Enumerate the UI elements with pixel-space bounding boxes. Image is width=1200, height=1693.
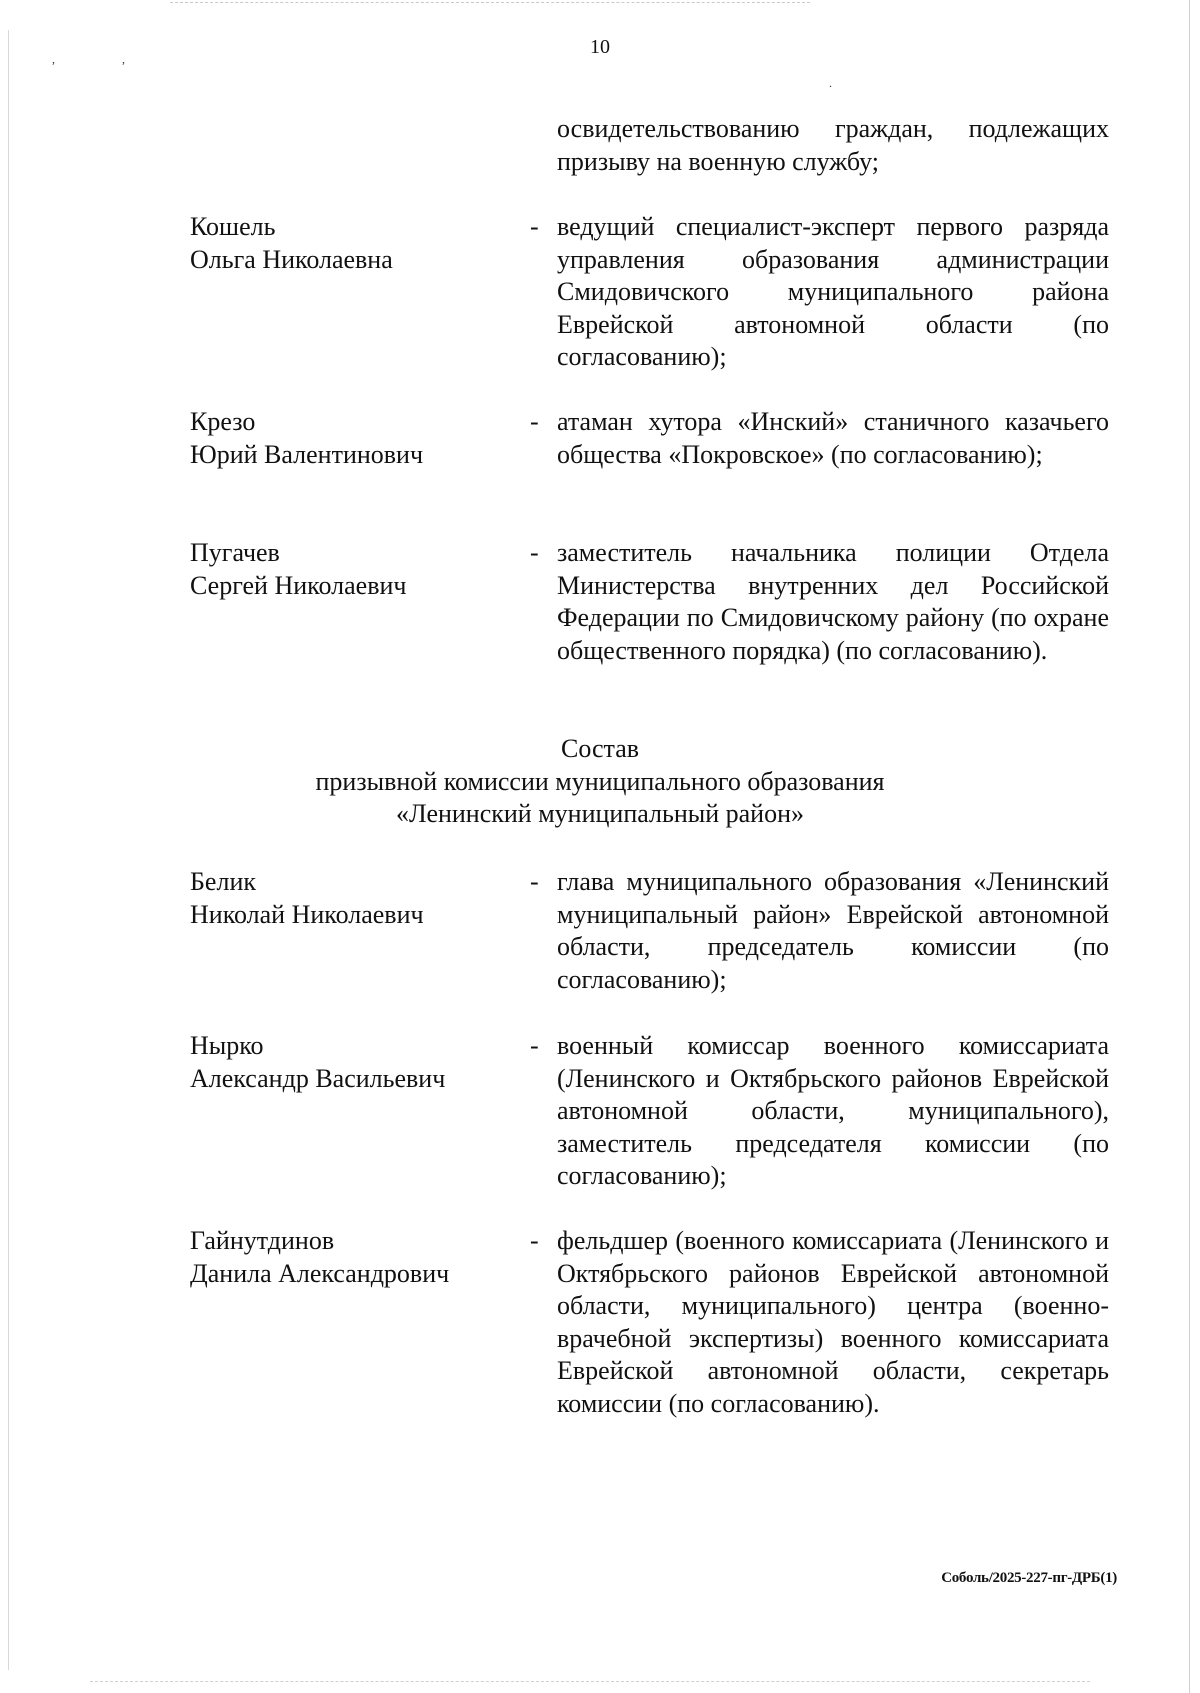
member-given-names: Николай Николаевич [190, 899, 424, 929]
section-heading-title: Состав [560, 734, 640, 763]
entry-dash: - [530, 1031, 539, 1060]
member-surname: Гайнутдинов [190, 1226, 335, 1255]
section-heading-district: «Ленинский муниципальный район» [395, 799, 805, 828]
member-name [190, 537, 520, 602]
member-given-names: Данила Александрович [190, 1258, 450, 1288]
member-name [190, 1225, 520, 1290]
member-given-names: Юрий Валентинович [190, 439, 424, 469]
member-surname: Белик [190, 867, 256, 896]
member-given-names: Ольга Николаевна [190, 244, 393, 274]
member-position: глава муниципального образования «Ленинский муниципальный район» Еврейской автономной области, председатель комиссии (по согласованию); [557, 867, 1109, 994]
member-name [190, 1030, 520, 1095]
entry-dash: - [530, 1226, 539, 1255]
scan-speck: , [52, 52, 55, 66]
scan-border-top [170, 2, 810, 4]
member-name [190, 406, 520, 471]
member-given-names: Сергей Николаевич [190, 570, 407, 600]
entry-dash: - [530, 212, 539, 241]
scan-speck: . [829, 76, 832, 90]
section-heading [0, 733, 1200, 831]
member-position: заместитель начальника полиции Отдела Министерства внутренних дел Российской Федерации по Смидовичскому району (по охране общественного порядка) (по согласованию). [557, 538, 1109, 665]
member-position: ведущий специалист-эксперт первого разряда управления образования администрации Смидовичского муниципального района Еврейской автономной области (по согласованию); [557, 212, 1109, 371]
continuation-text: освидетельствованию граждан, подлежащих призыву на военную службу; [557, 114, 1109, 176]
member-name [190, 866, 520, 931]
scan-speck: , [122, 52, 125, 66]
member-surname: Кошель [190, 212, 276, 241]
scan-border-bottom [90, 1681, 1090, 1683]
entry-dash: - [530, 867, 539, 896]
page-number: 10 [590, 36, 610, 58]
document-code: Соболь/2025-227-пг-ДРБ(1) [941, 1570, 1117, 1586]
scan-border-right [1189, 0, 1190, 1693]
member-given-names: Александр Васильевич [190, 1063, 446, 1093]
member-position: фельдшер (военного комиссариата (Ленинского и Октябрьского районов Еврейской автономной области, муниципального) центра (военно-врачебной экспертизы) военного комиссариата Еврейской автономной области, секретарь комиссии (по согласованию). [557, 1226, 1109, 1418]
entry-dash: - [530, 407, 539, 436]
member-position: военный комиссар военного комиссариата (Ленинского и Октябрьского районов Еврейской автономной области, муниципального), заместитель председателя комиссии (по согласованию); [557, 1031, 1109, 1190]
member-name [190, 211, 520, 276]
member-position: атаман хутора «Инский» станичного казачьего общества «Покровское» (по согласованию); [557, 407, 1109, 469]
member-surname: Пугачев [190, 538, 280, 567]
scan-border-left [8, 30, 9, 1670]
member-surname: Крезо [190, 407, 256, 436]
entry-dash: - [530, 538, 539, 567]
section-heading-subtitle: призывной комиссии муниципального образования [315, 766, 885, 796]
member-surname: Нырко [190, 1031, 264, 1060]
